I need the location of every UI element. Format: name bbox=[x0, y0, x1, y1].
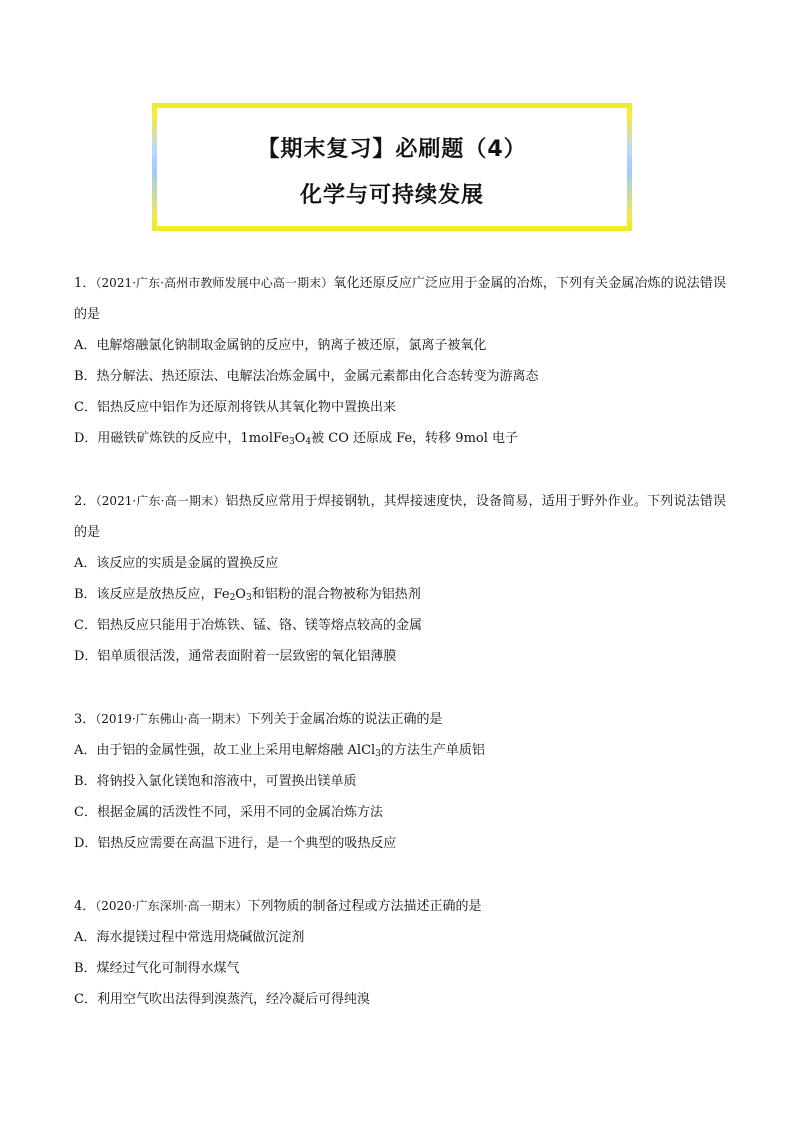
question-number: 1． bbox=[74, 276, 96, 291]
option-c: C．铝热反应只能用于冶炼铁、锰、铬、镁等熔点较高的金属 bbox=[74, 618, 422, 633]
option-c: C．铝热反应中铝作为还原剂将铁从其氧化物中置换出来 bbox=[74, 400, 396, 415]
question-number: 2． bbox=[74, 494, 96, 509]
question-4 bbox=[74, 891, 726, 1015]
option-b: B．煤经过气化可制得水煤气 bbox=[74, 961, 240, 976]
question-text: 氧化还原反应广泛应用于金属的冶炼，下列有关金属冶炼的说法错误的是 bbox=[74, 276, 726, 322]
question-number: 4． bbox=[74, 899, 96, 914]
page-title: 【期末复习】必刷题（4） bbox=[257, 137, 527, 162]
option-d: D．铝单质很活泼，通常表面附着一层致密的氧化铝薄膜 bbox=[74, 649, 397, 664]
question-stem bbox=[74, 268, 726, 330]
option-a: A．由于铝的金属性强，故工业上采用电解熔融 AlCl$_3$的方法生产单质铝 bbox=[74, 743, 485, 759]
question-text: 下列关于金属冶炼的说法正确的是 bbox=[247, 712, 443, 727]
option-b: B．将钠投入氯化镁饱和溶液中，可置换出镁单质 bbox=[74, 774, 357, 789]
option-a: A．电解熔融氯化钠制取金属钠的反应中，钠离子被还原，氯离子被氧化 bbox=[74, 338, 487, 353]
question-text: 下列物质的制备过程或方法描述正确的是 bbox=[247, 899, 482, 914]
option-c: C．根据金属的活泼性不同，采用不同的金属冶炼方法 bbox=[74, 805, 383, 820]
question-text: 铝热反应常用于焊接钢轨，其焊接速度快，设备简易，适用于野外作业。下列说法错误的是 bbox=[74, 494, 726, 540]
question-number: 3． bbox=[74, 712, 96, 727]
question-stem bbox=[74, 486, 726, 548]
question-source: （2019·广东佛山·高一期末） bbox=[95, 712, 248, 726]
option-a: A．海水提镁过程中常选用烧碱做沉淀剂 bbox=[74, 930, 305, 945]
question-source: （2021·广东·高一期末） bbox=[95, 494, 226, 508]
question-stem bbox=[74, 704, 726, 735]
option-b: B．热分解法、热还原法、电解法冶炼金属中，金属元素都由化合态转变为游离态 bbox=[74, 369, 539, 384]
question-1 bbox=[74, 268, 726, 454]
question-stem bbox=[74, 891, 726, 922]
question-2 bbox=[74, 486, 726, 672]
option-c: C．利用空气吹出法得到溴蒸汽，经冷凝后可得纯溴 bbox=[74, 992, 370, 1007]
question-source: （2020·广东深圳·高一期末） bbox=[95, 899, 248, 913]
question-source: （2021·广东·高州市教师发展中心高一期末） bbox=[95, 276, 334, 290]
option-b: B．该反应是放热反应，$Fe_2O_3$和铝粉的混合物被称为铝热剂 bbox=[74, 587, 421, 603]
option-a: A．该反应的实质是金属的置换反应 bbox=[74, 556, 279, 571]
page-subtitle: 化学与可持续发展 bbox=[299, 183, 484, 208]
question-list bbox=[74, 268, 726, 1015]
option-d: D．铝热反应需要在高温下进行，是一个典型的吸热反应 bbox=[74, 836, 397, 851]
title-box bbox=[152, 103, 632, 231]
question-3 bbox=[74, 704, 726, 859]
option-d: D．用磁铁矿炼铁的反应中，$1molFe_3O_4$被 CO 还原成 Fe，转移 9mol 电子 bbox=[74, 431, 519, 447]
